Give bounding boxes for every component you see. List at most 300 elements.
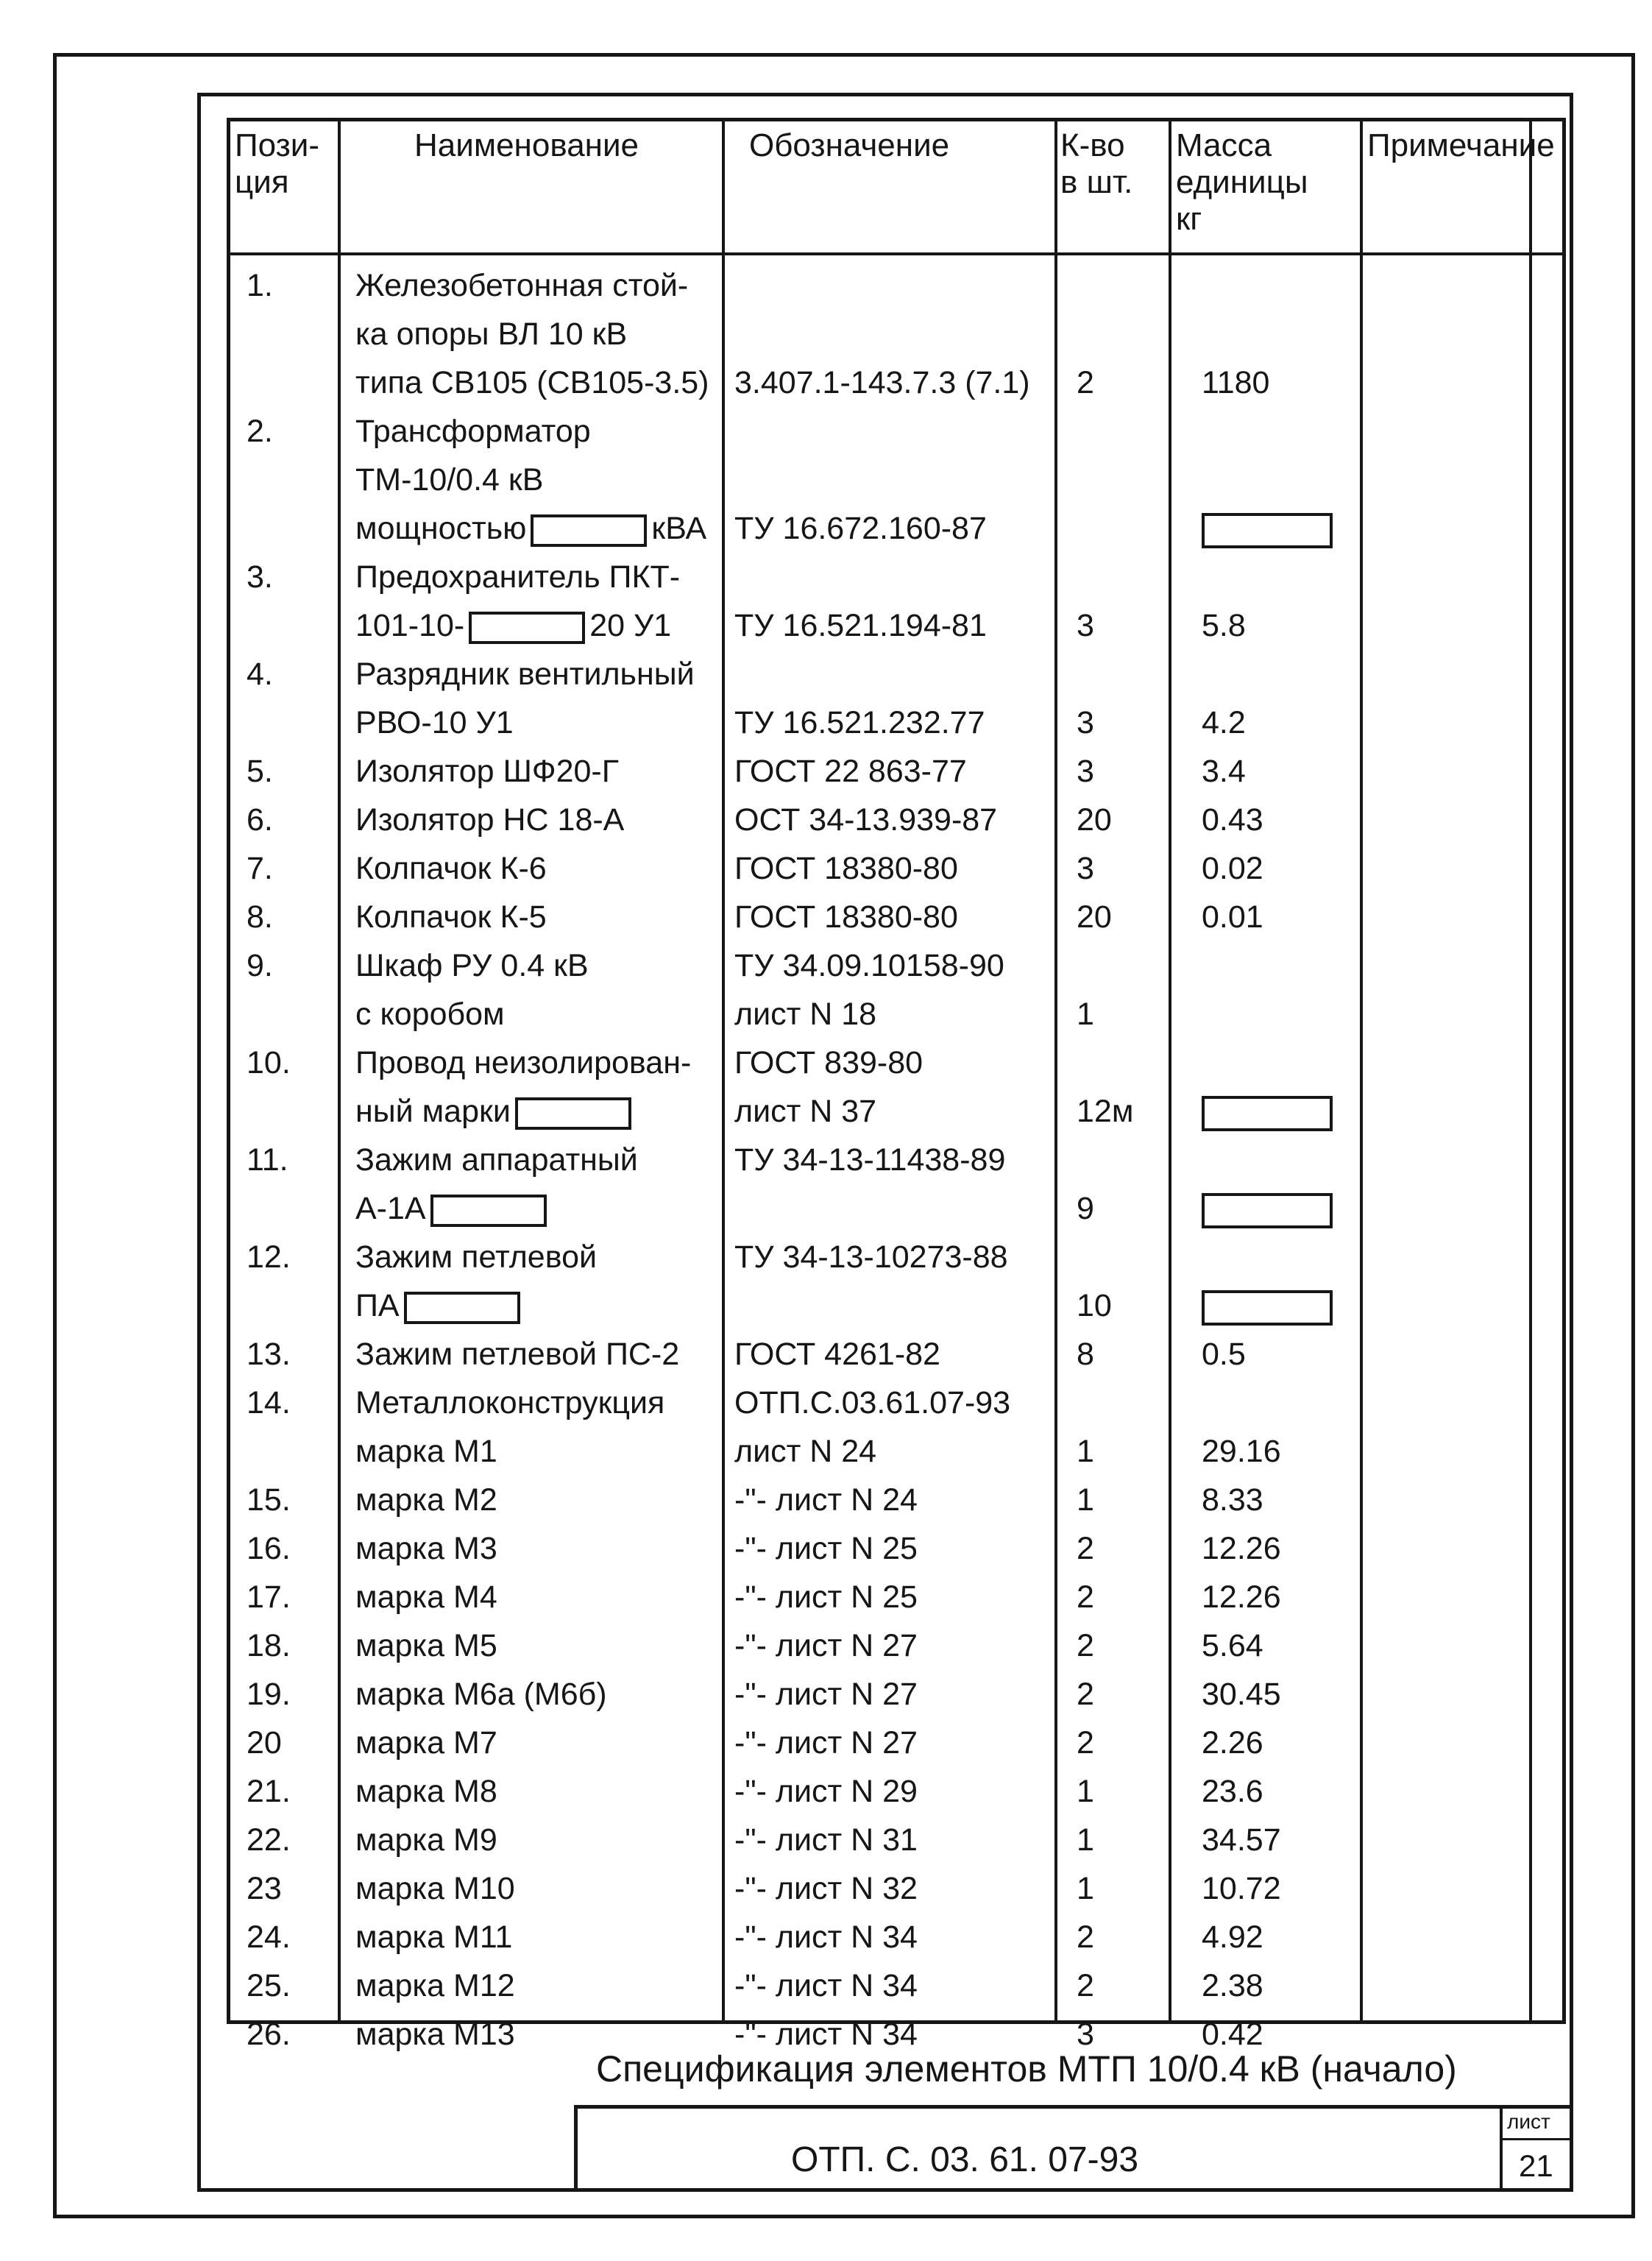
header-note: Примечание xyxy=(1367,127,1555,163)
header-name: Наименование xyxy=(414,127,639,163)
cell-position-text: 18. xyxy=(247,1628,291,1663)
cell-name xyxy=(355,1524,497,1573)
cell-mass xyxy=(1202,504,1333,553)
cell-name xyxy=(355,2010,515,2059)
cell-designation-text: ТУ 16.521.194-81 xyxy=(734,608,987,643)
cell-name-text: Колпачок К-5 xyxy=(355,899,547,935)
cell-quantity xyxy=(1077,1767,1094,1816)
cell-position xyxy=(247,893,273,941)
cell-quantity-text: 2 xyxy=(1077,1628,1094,1663)
document-code: ОТП. С. 03. 61. 07-93 xyxy=(791,2140,1139,2179)
cell-name xyxy=(355,1233,597,1281)
cell-name xyxy=(355,1719,497,1767)
table-row xyxy=(230,1864,1562,1913)
cell-designation xyxy=(734,1621,918,1670)
cell-quantity-text: 2 xyxy=(1077,1579,1094,1615)
table-row xyxy=(230,1038,1562,1087)
cell-designation xyxy=(734,1573,918,1621)
cell-designation-text: ТУ 34-13-11438-89 xyxy=(734,1142,1006,1178)
cell-name-text: Изолятор НС 18-А xyxy=(355,802,625,838)
table-row xyxy=(230,1961,1562,2010)
cell-position xyxy=(247,1379,291,1427)
cell-mass xyxy=(1202,1767,1263,1816)
cell-designation-text: -"- лист N 31 xyxy=(734,1822,918,1858)
cell-mass xyxy=(1202,796,1263,844)
cell-name-text: ка опоры ВЛ 10 кВ xyxy=(355,316,628,352)
cell-designation-text: -"- лист N 34 xyxy=(734,1968,918,2003)
blank-field-box xyxy=(430,1195,547,1227)
cell-position xyxy=(247,1670,291,1719)
cell-position-text: 12. xyxy=(247,1239,291,1275)
cell-quantity xyxy=(1077,796,1112,844)
cell-designation xyxy=(734,1136,1005,1184)
cell-mass xyxy=(1202,1719,1263,1767)
cell-quantity-text: 2 xyxy=(1077,365,1094,400)
table-row xyxy=(230,1476,1562,1524)
cell-designation xyxy=(734,844,958,893)
cell-name xyxy=(355,1476,497,1524)
cell-quantity xyxy=(1077,1913,1094,1961)
cell-position-text: 22. xyxy=(247,1822,291,1858)
cell-quantity xyxy=(1077,844,1094,893)
cell-name-text: ный марки xyxy=(355,1094,511,1129)
table-row xyxy=(230,1379,1562,1427)
cell-name xyxy=(355,1136,638,1184)
blank-field-box xyxy=(515,1097,631,1130)
blank-field-box xyxy=(469,612,585,644)
cell-name-text: мощностью xyxy=(355,511,527,546)
cell-mass-text: 4.92 xyxy=(1202,1919,1263,1955)
cell-designation xyxy=(734,504,987,553)
cell-mass-text: 0.01 xyxy=(1202,899,1263,935)
cell-position-text: 23 xyxy=(247,1871,282,1906)
title-block xyxy=(574,2105,1573,2192)
cell-name-text: Изолятор ШФ20-Г xyxy=(355,754,620,789)
cell-designation-text: лист N 24 xyxy=(734,1434,877,1469)
cell-position-text: 8. xyxy=(247,899,273,935)
cell-mass-text: 0.02 xyxy=(1202,851,1263,886)
cell-designation-text: -"- лист N 34 xyxy=(734,2017,918,2052)
cell-name-text: Зажим петлевой ПС-2 xyxy=(355,1337,680,1372)
cell-name xyxy=(355,650,695,698)
cell-mass xyxy=(1202,1913,1263,1961)
cell-designation-text: ТУ 16.672.160-87 xyxy=(734,511,987,546)
cell-quantity xyxy=(1077,1087,1133,1136)
cell-name-text: Железобетонная стой- xyxy=(355,268,689,303)
cell-position xyxy=(247,1864,282,1913)
cell-quantity-text: 8 xyxy=(1077,1337,1094,1372)
cell-position-text: 26. xyxy=(247,2017,291,2052)
cell-quantity-text: 2 xyxy=(1077,1725,1094,1761)
cell-position-text: 17. xyxy=(247,1579,291,1615)
cell-name-text: Зажим петлевой xyxy=(355,1239,598,1275)
cell-name xyxy=(355,1038,691,1087)
cell-name xyxy=(355,1621,497,1670)
cell-quantity xyxy=(1077,747,1094,796)
cell-position-text: 6. xyxy=(247,802,273,838)
cell-designation xyxy=(734,1913,918,1961)
cell-designation-text: лист N 18 xyxy=(734,997,877,1032)
table-row xyxy=(230,1427,1562,1476)
table-row xyxy=(230,553,1562,601)
cell-name-text: 101-10- xyxy=(355,608,465,643)
cell-name-text: ПА xyxy=(355,1288,400,1323)
cell-name xyxy=(355,261,688,310)
cell-position-text: 20 xyxy=(247,1725,282,1761)
cell-mass-text: 2.26 xyxy=(1202,1725,1263,1761)
cell-mass xyxy=(1202,1621,1263,1670)
cell-designation xyxy=(734,358,1030,407)
cell-mass xyxy=(1202,1281,1333,1330)
cell-designation-text: -"- лист N 34 xyxy=(734,1919,918,1955)
cell-name xyxy=(355,456,543,504)
cell-designation-text: -"- лист N 25 xyxy=(734,1531,918,1566)
cell-position-text: 16. xyxy=(247,1531,291,1566)
cell-position xyxy=(247,1233,291,1281)
blank-mass-box xyxy=(1202,1290,1333,1326)
cell-quantity-text: 1 xyxy=(1077,997,1094,1032)
cell-designation xyxy=(734,1427,876,1476)
cell-designation-text: ГОСТ 18380-80 xyxy=(734,899,958,935)
header-qty: К-во в шт. xyxy=(1060,127,1133,200)
cell-name xyxy=(355,358,709,407)
cell-name xyxy=(355,1573,497,1621)
cell-mass-text: 8.33 xyxy=(1202,1482,1263,1518)
table-row xyxy=(230,601,1562,650)
cell-position-text: 24. xyxy=(247,1919,291,1955)
cell-quantity-text: 12м xyxy=(1077,1094,1134,1129)
cell-mass-text: 1180 xyxy=(1202,365,1270,400)
cell-quantity xyxy=(1077,1573,1094,1621)
cell-name xyxy=(355,407,591,456)
cell-name-text: марка М2 xyxy=(355,1482,497,1518)
cell-name-text: А-1А xyxy=(355,1191,426,1226)
cell-name-text: марка М1 xyxy=(355,1434,497,1469)
table-row xyxy=(230,1281,1562,1330)
cell-mass xyxy=(1202,893,1263,941)
cell-mass xyxy=(1202,1670,1281,1719)
drawing-caption: Спецификация элементов МТП 10/0.4 кВ (начало) xyxy=(596,2048,1457,2090)
table-row xyxy=(230,310,1562,358)
header-code: Обозначение xyxy=(749,127,950,163)
table-row xyxy=(230,1087,1562,1136)
cell-name-text: Трансформатор xyxy=(355,414,591,449)
cell-quantity-text: 1 xyxy=(1077,1871,1094,1906)
sheet-divider xyxy=(1503,2138,1573,2140)
cell-designation-text: ТУ 34-13-10273-88 xyxy=(734,1239,1008,1275)
cell-name xyxy=(355,796,624,844)
table-row xyxy=(230,1719,1562,1767)
cell-name-text: марка М4 xyxy=(355,1579,497,1615)
cell-name xyxy=(355,698,514,747)
cell-mass xyxy=(1202,1427,1281,1476)
table-row xyxy=(230,1816,1562,1864)
cell-designation-text: ГОСТ 22 863-77 xyxy=(734,754,967,789)
table-row xyxy=(230,1330,1562,1379)
cell-mass-text: 30.45 xyxy=(1202,1677,1281,1712)
cell-mass xyxy=(1202,358,1269,407)
cell-quantity xyxy=(1077,1427,1094,1476)
table-row xyxy=(230,650,1562,698)
cell-name xyxy=(355,1961,515,2010)
cell-mass-text: 0.42 xyxy=(1202,2017,1263,2052)
cell-name-text: Металлоконструкция xyxy=(355,1385,665,1420)
cell-designation xyxy=(734,1038,923,1087)
cell-mass-text: 3.4 xyxy=(1202,754,1246,789)
cell-quantity-text: 1 xyxy=(1077,1822,1094,1858)
cell-position-text: 7. xyxy=(247,851,273,886)
cell-name xyxy=(355,553,680,601)
cell-quantity xyxy=(1077,601,1094,650)
cell-position xyxy=(247,1621,291,1670)
cell-mass xyxy=(1202,601,1246,650)
cell-position xyxy=(247,1038,291,1087)
cell-name xyxy=(355,747,619,796)
cell-mass-text: 4.2 xyxy=(1202,705,1246,740)
cell-name-text: Колпачок К-6 xyxy=(355,851,547,886)
cell-quantity xyxy=(1077,1864,1094,1913)
table-row xyxy=(230,747,1562,796)
cell-position-text: 10. xyxy=(247,1045,291,1080)
table-row xyxy=(230,1573,1562,1621)
cell-position xyxy=(247,407,273,456)
cell-quantity xyxy=(1077,1621,1094,1670)
cell-position xyxy=(247,1476,291,1524)
cell-name-suffix: кВА xyxy=(651,511,707,546)
cell-designation-text: -"- лист N 27 xyxy=(734,1677,918,1712)
cell-position-text: 25. xyxy=(247,1968,291,2003)
cell-name xyxy=(355,1670,607,1719)
cell-name-text: марка М6а (М6б) xyxy=(355,1677,607,1712)
cell-position-text: 4. xyxy=(247,657,273,692)
table-row xyxy=(230,844,1562,893)
cell-position-text: 1. xyxy=(247,268,273,303)
cell-mass xyxy=(1202,1816,1281,1864)
blank-mass-box xyxy=(1202,1096,1333,1131)
cell-name xyxy=(355,1087,636,1136)
cell-name xyxy=(355,844,547,893)
cell-position xyxy=(247,1913,291,1961)
cell-quantity-text: 3 xyxy=(1077,705,1094,740)
cell-name xyxy=(355,1816,497,1864)
cell-quantity xyxy=(1077,1719,1094,1767)
cell-position xyxy=(247,1524,291,1573)
cell-name-text: типа СВ105 (СВ105-3.5) xyxy=(355,365,709,400)
cell-position-text: 11. xyxy=(247,1142,288,1178)
cell-designation xyxy=(734,1330,940,1379)
cell-name xyxy=(355,1184,551,1233)
cell-name-text: Провод неизолирован- xyxy=(355,1045,692,1080)
table-row xyxy=(230,1233,1562,1281)
blank-field-box xyxy=(531,514,647,547)
cell-quantity-text: 3 xyxy=(1077,754,1094,789)
cell-position xyxy=(247,1767,291,1816)
cell-position-text: 21. xyxy=(247,1774,291,1809)
cell-name xyxy=(355,1427,497,1476)
cell-position xyxy=(247,1719,282,1767)
cell-mass xyxy=(1202,698,1246,747)
cell-name-text: марка М3 xyxy=(355,1531,497,1566)
cell-designation-text: ОСТ 34-13.939-87 xyxy=(734,802,998,838)
cell-designation-text: -"- лист N 27 xyxy=(734,1725,918,1761)
cell-quantity xyxy=(1077,1961,1094,2010)
cell-quantity-text: 3 xyxy=(1077,608,1094,643)
table-row xyxy=(230,1184,1562,1233)
cell-name-text: Шкаф РУ 0.4 кВ xyxy=(355,948,589,983)
cell-designation xyxy=(734,1524,918,1573)
cell-position xyxy=(247,2010,291,2059)
table-row xyxy=(230,407,1562,456)
cell-position xyxy=(247,796,273,844)
cell-name-text: марка М5 xyxy=(355,1628,497,1663)
table-row xyxy=(230,1767,1562,1816)
cell-name xyxy=(355,941,589,990)
specification-table xyxy=(227,118,1566,2052)
cell-mass-text: 29.16 xyxy=(1202,1434,1281,1469)
cell-name-suffix: 20 У1 xyxy=(589,608,672,643)
cell-position xyxy=(247,650,273,698)
table-row xyxy=(230,941,1562,990)
cell-quantity-text: 9 xyxy=(1077,1191,1094,1226)
cell-name-text: Разрядник вентильный xyxy=(355,657,695,692)
table-row xyxy=(230,796,1562,844)
cell-name xyxy=(355,1330,679,1379)
cell-mass xyxy=(1202,1864,1281,1913)
cell-quantity-text: 20 xyxy=(1077,899,1112,935)
cell-position-text: 15. xyxy=(247,1482,291,1518)
cell-name xyxy=(355,504,706,553)
cell-quantity-text: 1 xyxy=(1077,1434,1094,1469)
cell-mass-text: 0.5 xyxy=(1202,1337,1246,1372)
table-row xyxy=(230,1524,1562,1573)
header-mass: Масса единицы кг xyxy=(1176,127,1308,237)
blank-mass-box xyxy=(1202,1193,1333,1228)
cell-name xyxy=(355,1379,664,1427)
cell-quantity xyxy=(1077,990,1094,1038)
table-row xyxy=(230,1913,1562,1961)
cell-mass-text: 34.57 xyxy=(1202,1822,1281,1858)
cell-position-text: 5. xyxy=(247,754,273,789)
cell-name xyxy=(355,601,671,650)
cell-designation xyxy=(734,990,876,1038)
cell-designation xyxy=(734,893,958,941)
cell-designation xyxy=(734,1233,1008,1281)
table-row xyxy=(230,358,1562,407)
table-row xyxy=(230,990,1562,1038)
cell-name-text: марка М7 xyxy=(355,1725,497,1761)
table-row xyxy=(230,893,1562,941)
cell-position-text: 19. xyxy=(247,1677,291,1712)
table-row xyxy=(230,504,1562,553)
cell-designation-text: лист N 37 xyxy=(734,1094,877,1129)
cell-quantity-text: 3 xyxy=(1077,851,1094,886)
blank-mass-box xyxy=(1202,513,1333,548)
table-row xyxy=(230,456,1562,504)
table-row xyxy=(230,1621,1562,1670)
cell-quantity-text: 10 xyxy=(1077,1288,1112,1323)
cell-position xyxy=(247,553,273,601)
cell-designation-text: ГОСТ 4261-82 xyxy=(734,1337,940,1372)
cell-quantity xyxy=(1077,1476,1094,1524)
cell-position-text: 2. xyxy=(247,414,273,449)
cell-position xyxy=(247,1816,291,1864)
cell-mass-text: 10.72 xyxy=(1202,1871,1281,1906)
cell-mass xyxy=(1202,1087,1333,1136)
cell-mass-text: 5.64 xyxy=(1202,1628,1263,1663)
cell-quantity-text: 3 xyxy=(1077,2017,1094,2052)
cell-designation-text: -"- лист N 32 xyxy=(734,1871,918,1906)
table-row xyxy=(230,261,1562,310)
cell-position xyxy=(247,1573,291,1621)
cell-name-text: марка М10 xyxy=(355,1871,515,1906)
cell-position xyxy=(247,261,273,310)
cell-mass-text: 23.6 xyxy=(1202,1774,1263,1809)
cell-designation xyxy=(734,941,1004,990)
cell-mass-text: 2.38 xyxy=(1202,1968,1263,2003)
cell-designation-text: ТУ 34.09.10158-90 xyxy=(734,948,1004,983)
cell-name xyxy=(355,310,627,358)
cell-quantity xyxy=(1077,358,1094,407)
cell-name-text: марка М8 xyxy=(355,1774,497,1809)
table-body xyxy=(230,261,1562,2059)
cell-name xyxy=(355,1913,512,1961)
cell-quantity xyxy=(1077,698,1094,747)
cell-mass xyxy=(1202,1184,1333,1233)
blank-field-box xyxy=(404,1292,520,1324)
cell-designation xyxy=(734,698,985,747)
cell-name-text: марка М13 xyxy=(355,2017,515,2052)
cell-name-text: марка М12 xyxy=(355,1968,515,2003)
cell-quantity-text: 1 xyxy=(1077,1482,1094,1518)
cell-quantity-text: 1 xyxy=(1077,1774,1094,1809)
cell-designation xyxy=(734,1379,1010,1427)
cell-quantity xyxy=(1077,1281,1112,1330)
cell-designation-text: -"- лист N 25 xyxy=(734,1579,918,1615)
cell-quantity xyxy=(1077,1184,1094,1233)
cell-designation xyxy=(734,1476,918,1524)
cell-position xyxy=(247,1330,291,1379)
cell-mass xyxy=(1202,1961,1263,2010)
cell-position xyxy=(247,1136,288,1184)
cell-quantity xyxy=(1077,1816,1094,1864)
cell-position xyxy=(247,844,273,893)
cell-mass xyxy=(1202,1524,1281,1573)
cell-designation xyxy=(734,796,997,844)
cell-designation-text: -"- лист N 29 xyxy=(734,1774,918,1809)
table-row xyxy=(230,1670,1562,1719)
cell-quantity xyxy=(1077,1670,1094,1719)
cell-designation xyxy=(734,1670,918,1719)
cell-name-text: РВО-10 У1 xyxy=(355,705,514,740)
cell-name-text: марка М11 xyxy=(355,1919,513,1955)
cell-name xyxy=(355,990,505,1038)
cell-position-text: 9. xyxy=(247,948,273,983)
cell-position-text: 13. xyxy=(247,1337,291,1372)
cell-designation-text: ТУ 16.521.232.77 xyxy=(734,705,985,740)
cell-quantity-text: 2 xyxy=(1077,1919,1094,1955)
cell-mass-text: 12.26 xyxy=(1202,1531,1281,1566)
cell-mass xyxy=(1202,1330,1246,1379)
cell-quantity xyxy=(1077,1524,1094,1573)
cell-designation-text: ОТП.С.03.61.07-93 xyxy=(734,1385,1011,1420)
cell-designation xyxy=(734,1087,876,1136)
header-pos: Пози- ция xyxy=(235,127,320,200)
cell-mass xyxy=(1202,747,1246,796)
cell-position xyxy=(247,941,273,990)
cell-name xyxy=(355,1767,497,1816)
cell-designation xyxy=(734,1767,918,1816)
cell-designation xyxy=(734,1961,918,2010)
